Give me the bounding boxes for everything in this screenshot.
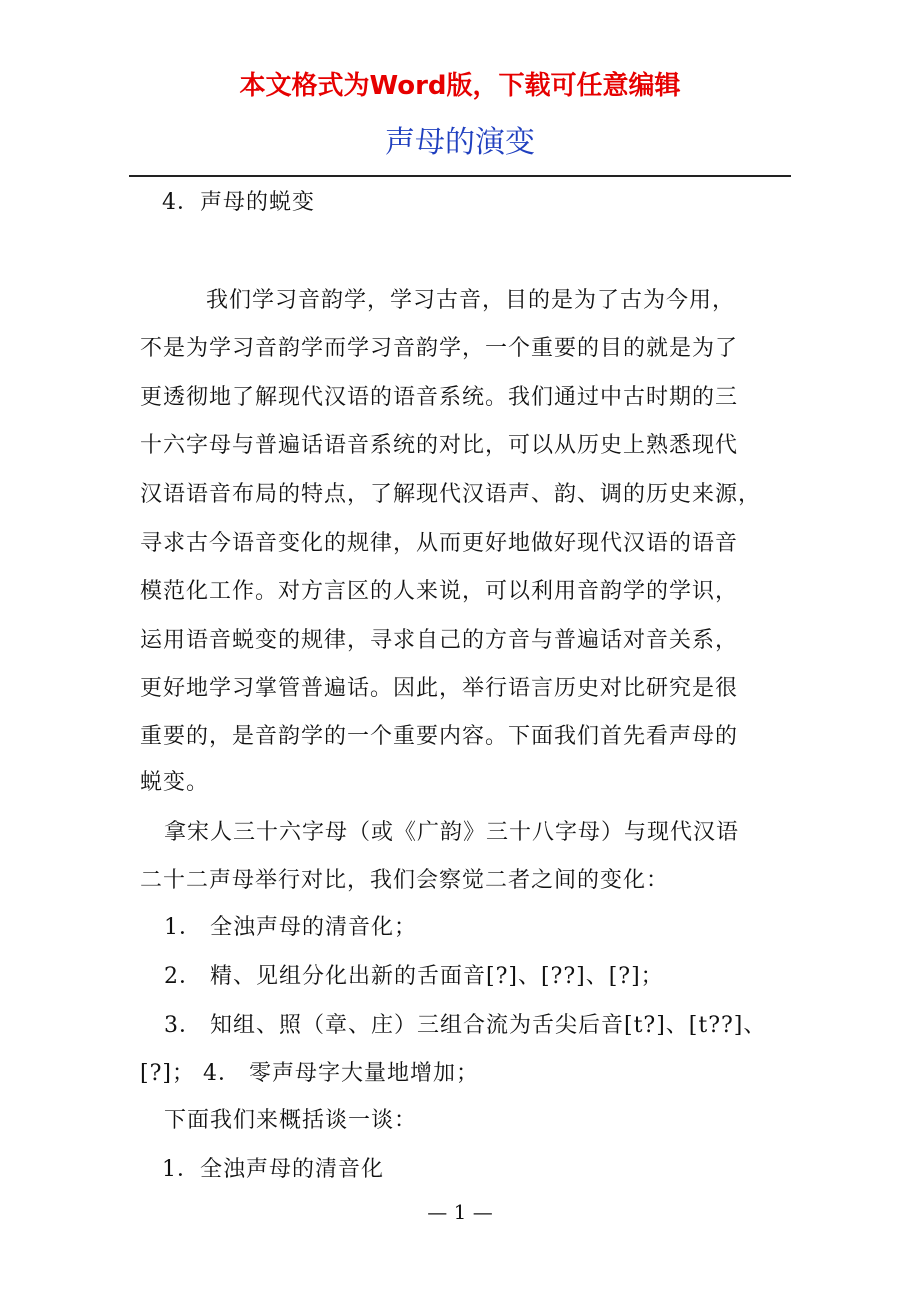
- list-item: 1． 全浊声母的清音化；: [164, 915, 417, 940]
- body-line: 不是为学习音韵学而学习音韵学，一个重要的目的就是为了: [140, 336, 739, 361]
- body-line: 重要的，是音韵学的一个重要内容。下面我们首先看声母的: [140, 724, 739, 749]
- document-title: 声母的演变: [385, 125, 535, 160]
- body-line: 二十二声母举行对比，我们会察觉二者之间的变化：: [140, 868, 670, 893]
- body-line: 更好地学习掌管普遍话。因此，举行语言历史对比研究是很: [140, 676, 739, 701]
- page-number: — 1 —: [427, 1200, 493, 1224]
- body-line: 十六字母与普遍话语音系统的对比，可以从历史上熟悉现代: [140, 433, 739, 458]
- body-line: 我们学习音韵学，学习古音，目的是为了古为今用，: [206, 288, 736, 313]
- body-line: 模范化工作。对方言区的人来说，可以利用音韵学的学识，: [140, 579, 739, 604]
- body-line: 蜕变。: [140, 770, 210, 795]
- body-line: 下面我们来概括谈一谈：: [164, 1108, 418, 1133]
- title-divider: [129, 175, 791, 177]
- section-heading: 4．声母的蜕变: [162, 190, 315, 215]
- subsection-heading: 1．全浊声母的清音化: [162, 1157, 384, 1182]
- download-banner: 本文格式为Word版，下载可任意编辑: [239, 71, 681, 101]
- body-line: 拿宋人三十六字母（或《广韵》三十八字母）与现代汉语: [164, 820, 740, 845]
- list-item: [?]； 4． 零声母字大量地增加；: [140, 1061, 479, 1086]
- list-item: 2． 精、见组分化出新的舌面音[?]、[??]、[?]；: [164, 964, 664, 989]
- list-item: 3． 知组、照（章、庄）三组合流为舌尖后音[t?]、[t??]、: [164, 1013, 767, 1038]
- body-line: 寻求古今语音变化的规律，从而更好地做好现代汉语的语音: [140, 531, 739, 556]
- body-line: 运用语音蜕变的规律，寻求自己的方音与普遍话对音关系，: [140, 628, 739, 653]
- body-line: 更透彻地了解现代汉语的语音系统。我们通过中古时期的三: [140, 385, 739, 410]
- body-line: 汉语语音布局的特点，了解现代汉语声、韵、调的历史来源，: [140, 482, 762, 507]
